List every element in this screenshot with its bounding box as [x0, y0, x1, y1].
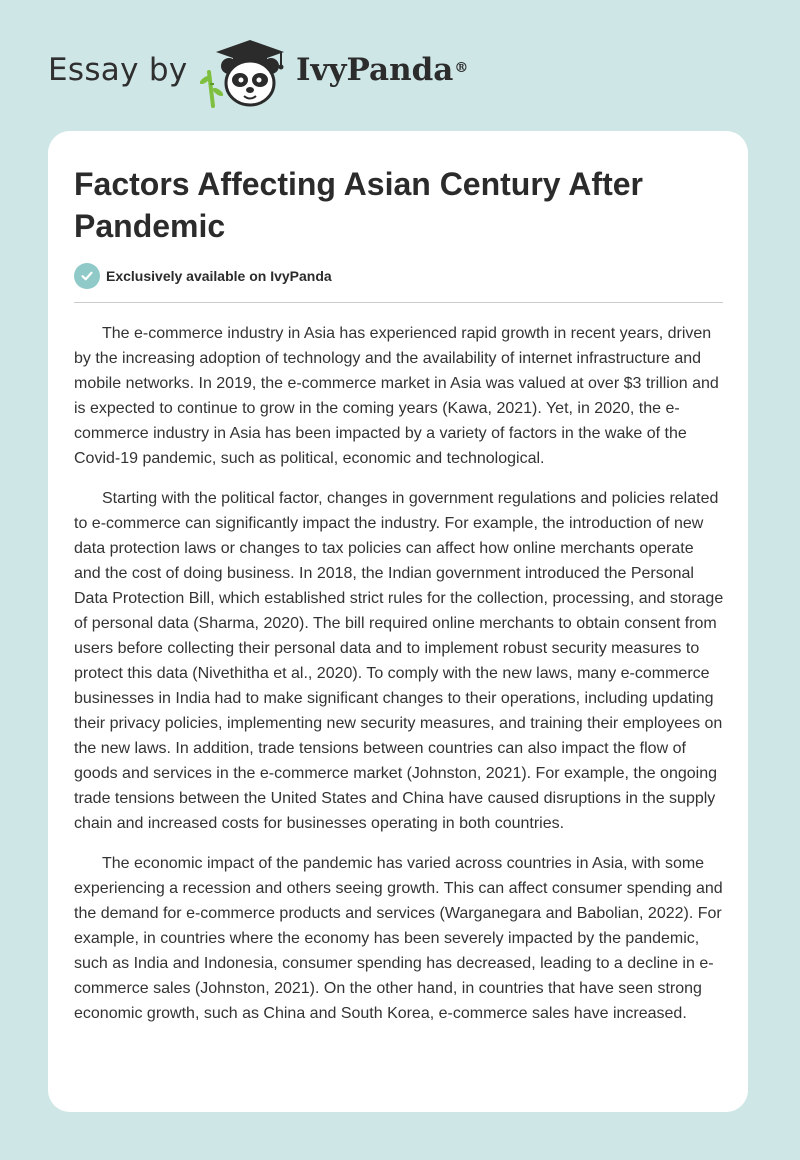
ivypanda-wordmark[interactable]	[296, 48, 468, 92]
divider	[74, 302, 723, 303]
exclusive-label: Exclusively available on IvyPanda	[106, 268, 332, 284]
essay-body	[74, 321, 724, 1041]
essay-card	[48, 131, 748, 1112]
brand-name: IvyPanda	[296, 52, 454, 88]
registered-mark: ®	[454, 60, 469, 76]
essay-title: Factors Affecting Asian Century After Pandemic	[74, 166, 643, 244]
paragraph: The economic impact of the pandemic has varied across countries in Asia, with some experiencing a recession and others seeing growth. This can affect consumer spending and the demand for e-commerce products and services (Warganegara and Babolian, 2022). For example, in countries where the economy has been severely impacted by the pandemic, such as India and Indonesia, consumer spending has decreased, leading to a decline in e-commerce sales (Johnston, 2021). On the other hand, in countries that have seen strong economic growth, such as China and South Korea, e-commerce sales have increased.	[74, 855, 723, 1022]
check-icon	[74, 263, 100, 289]
site-header	[0, 0, 800, 130]
paragraph: Starting with the political factor, changes in government regulations and policies related to e-commerce can significantly impact the industry. For example, the introduction of new data protection laws or changes to tax policies can affect how online merchants operate and the cost of doing business. In 2018, the Indian government introduced the Personal Data Protection Bill, which established strict rules for the collection, processing, and storage of personal data (Sharma, 2020). The bill required online merchants to obtain consent from users before collecting their personal data and to implement robust security measures to protect this data (Nivethitha et al., 2020). To comply with the new laws, many e-commerce businesses in India had to make significant changes to their operations, including updating their privacy policies, implementing new security measures, and training their employees on the new laws. In addition, trade tensions between countries can also impact the flow of goods and services in the e-commerce market (Johnston, 2021). For example, the ongoing trade tensions between the United States and China have caused disruptions in the supply chain and increased costs for businesses operating in both countries.	[74, 490, 724, 832]
paragraph: The e-commerce industry in Asia has experienced rapid growth in recent years, driven by the increasing adoption of technology and the availability of internet infrastructure and mobile networks. In 2019, the e-commerce market in Asia was valued at over $3 trillion and is expected to continue to grow in the coming years (Kawa, 2021). Yet, in 2020, the e-commerce industry in Asia has been impacted by a variety of factors in the wake of the Covid-19 pandemic, such as political, economic and technological.	[74, 325, 719, 467]
exclusive-badge	[74, 263, 332, 289]
panda-mascot-logo[interactable]	[200, 36, 294, 110]
essay-by-label: Essay by	[48, 52, 188, 88]
